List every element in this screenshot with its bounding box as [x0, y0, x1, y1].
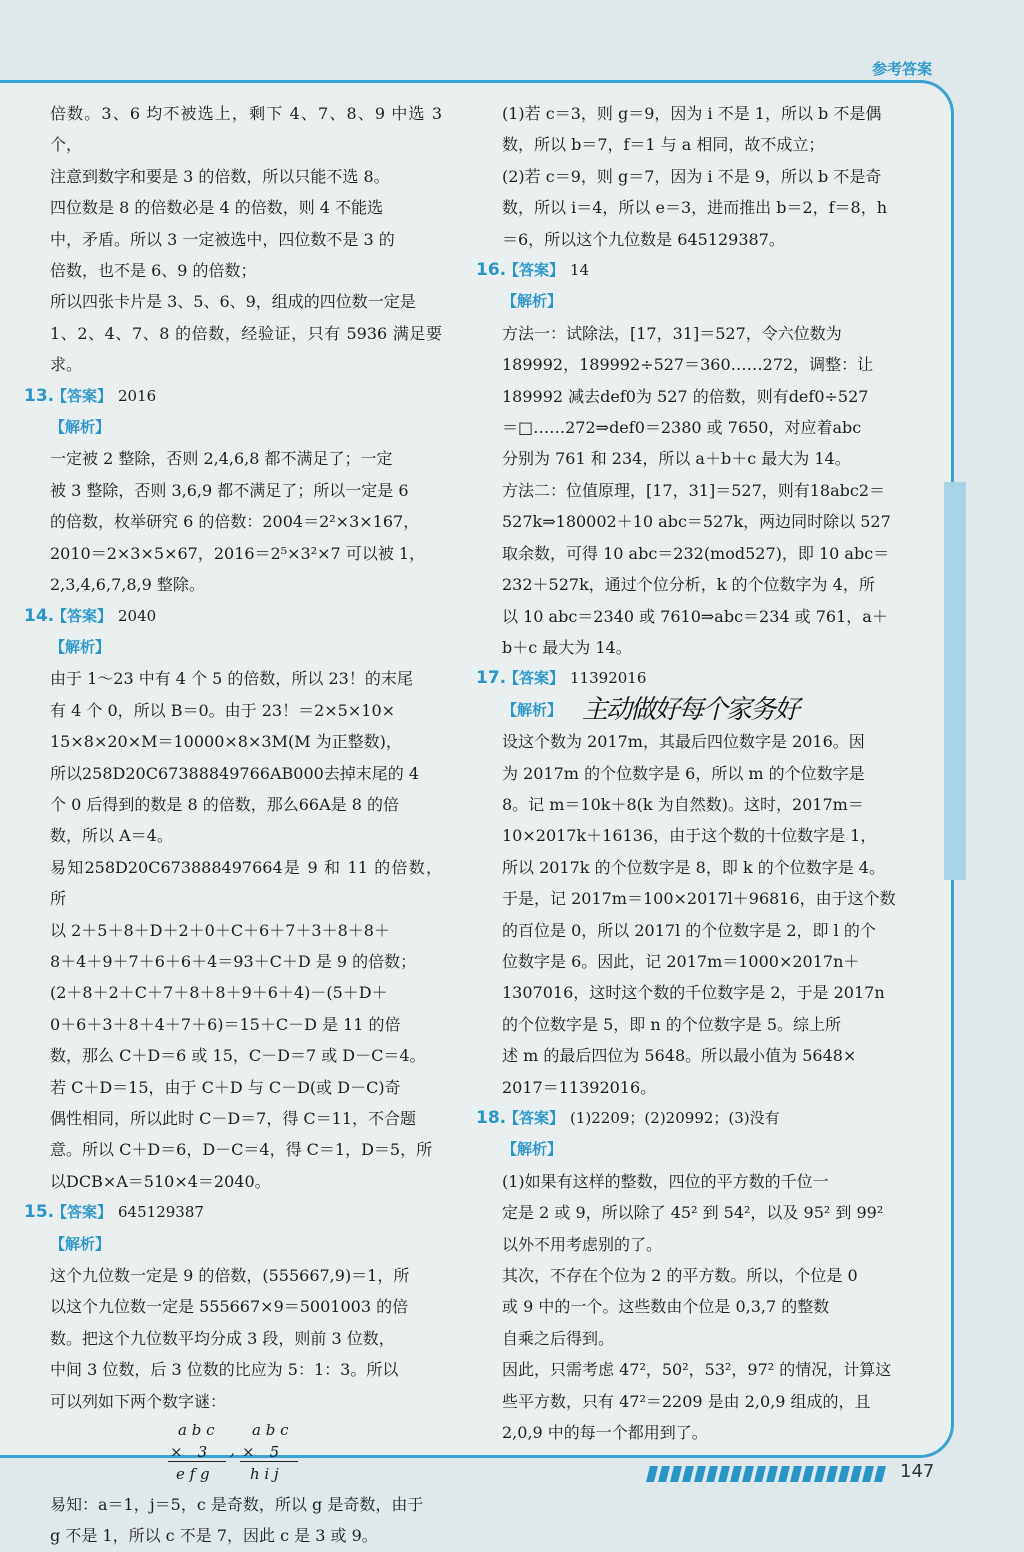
text-line: 1、2、4、7、8 的倍数，经验证，只有 5936 满足要求。 [50, 323, 442, 375]
digit-puzzle [50, 1419, 442, 1487]
text-line: 可以列如下两个数字谜： [50, 1391, 227, 1411]
text-line: 分别为 761 和 234，所以 a＋b＋c 最大为 14。 [502, 449, 851, 469]
text-line: 数，那么 C＋D＝6 或 15，C－D＝7 或 D－C＝4。 [50, 1046, 426, 1066]
analysis-tag-row [24, 632, 442, 663]
text-line: (2)若 c＝9，则 g＝7，因为 i 不是 9，所以 b 不是奇 [502, 166, 882, 186]
text-line: 这个九位数一定是 9 的倍数，(555667,9)＝1，所 [50, 1266, 410, 1286]
text-line: 由于 1～23 中有 4 个 5 的倍数，所以 23！的末尾 [50, 669, 413, 689]
analysis-tag-row [476, 286, 896, 317]
answer-value: 2040 [118, 606, 157, 625]
right-column [476, 98, 896, 1448]
text-line: (1)如果有这样的整数，四位的平方数的千位一 [502, 1171, 829, 1191]
question-number: 17. [476, 668, 507, 689]
text-line: 倍数。3、6 均不被选上，剩下 4、7、8、9 中选 3 个， [50, 104, 442, 155]
answer-tag: 【答案】 [504, 1109, 565, 1127]
text-line: 189992 减去def0为 527 的倍数，则有def0÷527 [502, 386, 869, 406]
text-line: 其次，不存在个位为 2 的平方数。所以，个位是 0 [502, 1266, 858, 1286]
analysis-tag-row [476, 1134, 896, 1165]
left-column [24, 98, 442, 1552]
question-number: 18. [476, 1108, 507, 1128]
handwritten-note: 主动做好每个家务好 [582, 694, 799, 725]
text-line: 定是 2 或 9，所以除了 45² 到 54²，以及 95² 到 99² [502, 1203, 884, 1223]
text-line: 10×2017k＋16136，由于这个数的十位数字是 1， [502, 826, 877, 846]
text-line: 数。把这个九位数平均分成 3 段，则前 3 位数， [50, 1328, 395, 1348]
text-line: 1307016，这时这个数的千位数字是 2，于是 2017n [502, 983, 885, 1003]
text-line: 为 2017m 的个位数字是 6，所以 m 的个位数字是 [502, 763, 865, 783]
puzzle-rule-1 [168, 1461, 226, 1462]
text-line: 位数字是 6。因此，记 2017m＝1000×2017n＋ [502, 951, 860, 971]
text-line: 以这个九位数一定是 555667×9＝5001003 的倍 [50, 1297, 409, 1317]
text-line: 所以 2017k 的个位数字是 8，即 k 的个位数字是 4。 [502, 857, 885, 877]
text-line: 所以四张卡片是 3、5、6、9，组成的四位数一定是 [50, 292, 416, 312]
puzzle-rule-2 [240, 1461, 298, 1462]
question-16-header [476, 255, 896, 286]
question-17-header [476, 663, 896, 694]
analysis-tag: 【解析】 [50, 637, 111, 656]
text-line: 些平方数，只有 47²＝2209 是由 2,0,9 组成的，且 [502, 1391, 871, 1411]
answer-value: (1)2209；(2)20992；(3)没有 [570, 1109, 780, 1127]
text-line: 因此，只需考虑 47²，50²，53²，97² 的情况，计算这 [502, 1360, 892, 1380]
text-line: 所以258D20C67388849766AB000去掉末尾的 4 [50, 763, 420, 783]
question-14-header [24, 601, 442, 632]
text-line: 于是，记 2017m＝100×2017l＋96816，由于这个数 [502, 889, 896, 909]
text-line: 中间 3 位数，后 3 位数的比应为 5：1：3。所以 [50, 1360, 399, 1380]
side-tab [944, 482, 966, 880]
answer-tag: 【答案】 [52, 606, 113, 625]
text-line: 232＋527k，通过个位分析，k 的个位数字为 4，所 [502, 575, 875, 595]
analysis-tag-row [24, 1229, 442, 1260]
analysis-tag: 【解析】 [50, 1234, 111, 1253]
question-number: 13. [24, 385, 55, 406]
page-number: 147 [900, 1461, 935, 1482]
text-line: 偶性相同，所以此时 C－D＝7，得 C＝11，不合题 [50, 1109, 417, 1128]
answer-value: 2016 [118, 386, 157, 405]
analysis-tag: 【解析】 [50, 418, 111, 437]
text-line: 数，所以 i＝4，所以 e＝3，进而推出 b＝2，f＝8，h [502, 198, 888, 218]
text-line: 注意到数字和要是 3 的倍数，所以只能不选 8。 [50, 166, 390, 186]
answer-tag: 【答案】 [504, 261, 565, 280]
text-line: 0＋6＋3＋8＋4＋7＋6)＝15＋C－D 是 11 的倍 [50, 1014, 401, 1034]
puzzle-separator: , [230, 1441, 235, 1460]
analysis-tag-row [24, 412, 442, 443]
answer-tag: 【答案】 [504, 669, 565, 688]
text-line: b＋c 最大为 14。 [502, 637, 632, 657]
text-line: 8。记 m＝10k＋8(k 为自然数)。这时，2017m＝ [502, 794, 864, 814]
text-line: 被 3 整除，否则 3,6,9 都不满足了；所以一定是 6 [50, 480, 409, 500]
text-line: ＝6，所以这个九位数是 645129387。 [502, 229, 785, 249]
analysis-tag-row [476, 695, 896, 726]
question-number: 16. [476, 260, 507, 281]
text-line: 若 C＋D＝15，由于 C＋D 与 C－D(或 D－C)奇 [50, 1077, 401, 1097]
footer-stripe-decoration [646, 1466, 888, 1482]
question-number: 14. [24, 605, 55, 626]
text-line: 取余数，可得 10 abc＝232(mod527)，即 10 abc＝ [502, 543, 890, 563]
text-line: 189992，189992÷527＝360……272，调整：让 [502, 355, 874, 375]
text-line: 数，所以 A＝4。 [50, 826, 173, 846]
text-line: 数，所以 b＝7，f＝1 与 a 相同，故不成立； [502, 135, 825, 155]
question-15-header [24, 1197, 442, 1228]
text-line: 以外不用考虑别的了。 [502, 1234, 663, 1254]
puzzle-mul-1: × 3 [170, 1443, 208, 1462]
text-line: 倍数，也不是 6、9 的倍数； [50, 261, 257, 281]
puzzle-mul-2: × 5 [242, 1443, 280, 1462]
analysis-tag: 【解析】 [502, 1140, 563, 1159]
text-line: 易知：a＝1，j＝5，c 是奇数，所以 g 是奇数，由于 [50, 1495, 424, 1515]
text-line: 述 m 的最后四位为 5648。所以最小值为 5648× [502, 1046, 857, 1066]
text-line: 以DCB×A＝510×4＝2040。 [50, 1171, 271, 1191]
text-line: 15×8×20×M＝10000×8×3M(M 为正整数)， [50, 732, 402, 752]
analysis-tag: 【解析】 [502, 292, 563, 311]
text-line: 意。所以 C＋D＝6，D－C＝4，得 C＝1，D＝5，所 [50, 1140, 433, 1160]
text-line: g 不是 1，所以 c 不是 7，因此 c 是 3 或 9。 [50, 1526, 378, 1546]
text-line: 527k⇒180002＋10 abc＝527k，两边同时除以 527 [502, 512, 891, 532]
text-line: 自乘之后得到。 [502, 1328, 615, 1348]
text-line: 以 2＋5＋8＋D＋2＋0＋C＋6＋7＋3＋8＋8＋ [50, 920, 390, 940]
puzzle-top-1: a b c [178, 1421, 215, 1440]
text-line: 中，矛盾。所以 3 一定被选中，四位数不是 3 的 [50, 229, 395, 249]
text-line: 四位数是 8 的倍数必是 4 的倍数，则 4 不能选 [50, 198, 384, 218]
analysis-tag: 【解析】 [502, 700, 563, 719]
text-line: 设这个数为 2017m，其最后四位数字是 2016。因 [502, 732, 865, 752]
header-label: 参考答案 [871, 60, 932, 78]
text-line: 2010＝2×3×5×67，2016＝2⁵×3²×7 可以被 1， [50, 543, 426, 563]
answer-tag: 【答案】 [52, 1203, 113, 1222]
text-line: ＝□……272⇒def0＝2380 或 7650，对应着abc [502, 418, 862, 438]
question-13-header [24, 381, 442, 412]
puzzle-res-2: h i j [250, 1465, 279, 1484]
question-18-header [476, 1103, 896, 1134]
text-line: 8＋4＋9＋7＋6＋6＋4＝93＋C＋D 是 9 的倍数； [50, 951, 417, 971]
text-line: 以 10 abc＝2340 或 7610⇒abc＝234 或 761，a＋ [502, 606, 888, 626]
text-line: (2＋8＋2＋C＋7＋8＋8＋9＋6＋4)－(5＋D＋ [50, 983, 388, 1003]
text-line: 个 0 后得到的数是 8 的倍数，那么66A是 8 的倍 [50, 794, 399, 814]
text-line: 易知258D20C673888497664是 9 和 11 的倍数，所 [50, 857, 442, 909]
puzzle-top-2: a b c [252, 1421, 289, 1440]
answer-value: 11392016 [570, 669, 647, 688]
text-line: 的倍数，枚举研究 6 的倍数：2004＝2²×3×167， [50, 512, 420, 532]
text-line: 方法一：试除法，[17，31]＝527，令六位数为 [502, 323, 842, 343]
text-line: 有 4 个 0，所以 B＝0。由于 23！＝2×5×10× [50, 700, 396, 720]
answer-value: 645129387 [118, 1203, 204, 1222]
text-line: (1)若 c＝3，则 g＝9，因为 i 不是 1，所以 b 不是偶 [502, 104, 882, 123]
question-number: 15. [24, 1202, 55, 1223]
text-line: 2,0,9 中的每一个都用到了。 [502, 1423, 708, 1443]
puzzle-res-1: e f g [176, 1465, 210, 1484]
text-line: 方法二：位值原理，[17，31]＝527，则有18abc2＝ [502, 480, 886, 500]
answer-tag: 【答案】 [52, 386, 113, 405]
text-line: 一定被 2 整除，否则 2,4,6,8 都不满足了；一定 [50, 449, 393, 469]
text-line: 的个位数字是 5，即 n 的个位数字是 5。综上所 [502, 1014, 842, 1034]
answer-value: 14 [570, 261, 590, 280]
text-line: 2017＝11392016。 [502, 1077, 657, 1097]
text-line: 或 9 中的一个。这些数由个位是 0,3,7 的整数 [502, 1297, 830, 1317]
text-line: 的百位是 0，所以 2017l 的个位数字是 2，即 l 的个 [502, 920, 876, 940]
text-line: 2,3,4,6,7,8,9 整除。 [50, 575, 205, 595]
